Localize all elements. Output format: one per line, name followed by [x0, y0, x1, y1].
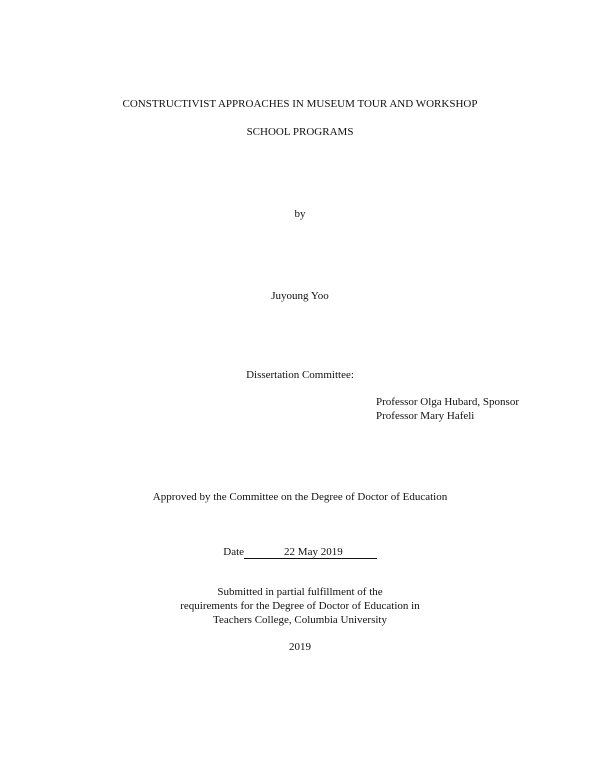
- submission-line-3: Teachers College, Columbia University: [213, 614, 387, 626]
- title-line-2: SCHOOL PROGRAMS: [246, 126, 354, 138]
- submission-line-2: requirements for the Degree of Doctor of Education in: [180, 600, 420, 612]
- committee-heading: Dissertation Committee:: [246, 369, 354, 381]
- committee-list: [376, 395, 519, 423]
- title-line-1: CONSTRUCTIVIST APPROACHES IN MUSEUM TOUR AND WORKSHOP: [122, 98, 478, 110]
- author-name: Juyoung Yoo: [271, 290, 329, 302]
- approval-statement: Approved by the Committee on the Degree of Doctor of Education: [152, 491, 448, 503]
- submission-line-1: Submitted in partial fulfillment of the: [217, 586, 383, 598]
- committee-member-sponsor: Professor Olga Hubard, Sponsor: [376, 396, 519, 408]
- year: 2019: [289, 641, 311, 653]
- date-label: Date: [223, 546, 245, 558]
- date-value: 22 May 2019: [244, 546, 377, 559]
- committee-member: Professor Mary Hafeli: [376, 410, 475, 422]
- by-label: by: [294, 208, 306, 220]
- date-line: [0, 545, 600, 559]
